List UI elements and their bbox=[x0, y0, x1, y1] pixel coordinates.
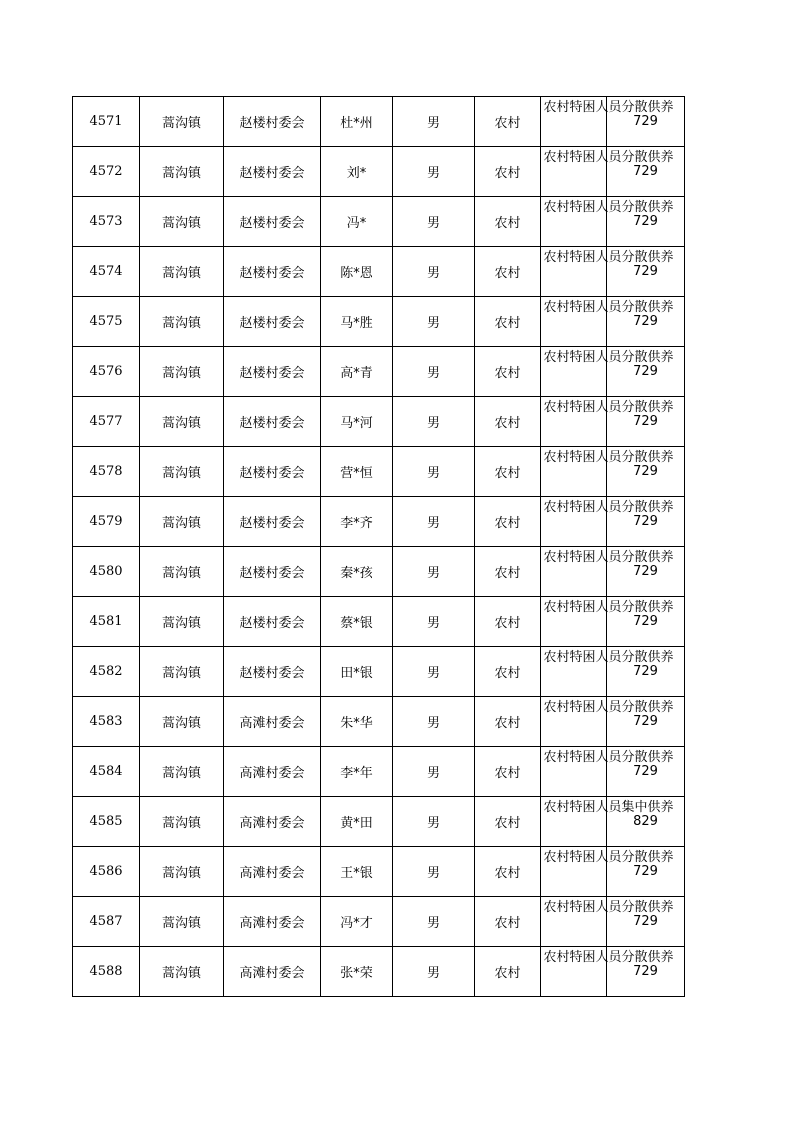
cell-area: 农村 bbox=[475, 847, 541, 897]
cell-id: 4571 bbox=[73, 97, 140, 147]
cell-name: 朱*华 bbox=[321, 697, 393, 747]
cell-id: 4577 bbox=[73, 397, 140, 447]
cell-area: 农村 bbox=[475, 547, 541, 597]
cell-name: 张*荣 bbox=[321, 947, 393, 997]
cell-village: 高滩村委会 bbox=[224, 697, 321, 747]
cell-amount: 729 bbox=[607, 197, 685, 247]
cell-id: 4578 bbox=[73, 447, 140, 497]
cell-amount: 729 bbox=[607, 497, 685, 547]
cell-town: 蒿沟镇 bbox=[140, 747, 224, 797]
cell-town: 蒿沟镇 bbox=[140, 647, 224, 697]
cell-gender: 男 bbox=[393, 547, 475, 597]
cell-id: 4588 bbox=[73, 947, 140, 997]
cell-gender: 男 bbox=[393, 847, 475, 897]
cell-village: 高滩村委会 bbox=[224, 797, 321, 847]
cell-amount: 729 bbox=[607, 547, 685, 597]
cell-id: 4580 bbox=[73, 547, 140, 597]
cell-area: 农村 bbox=[475, 897, 541, 947]
cell-area: 农村 bbox=[475, 947, 541, 997]
cell-amount: 729 bbox=[607, 647, 685, 697]
cell-village: 赵楼村委会 bbox=[224, 197, 321, 247]
cell-id: 4572 bbox=[73, 147, 140, 197]
cell-gender: 男 bbox=[393, 497, 475, 547]
cell-gender: 男 bbox=[393, 897, 475, 947]
cell-village: 赵楼村委会 bbox=[224, 97, 321, 147]
cell-type-text: 农村特困人员分散供养 bbox=[543, 400, 674, 415]
cell-type-text: 农村特困人员分散供养 bbox=[543, 600, 674, 615]
cell-area: 农村 bbox=[475, 797, 541, 847]
cell-area: 农村 bbox=[475, 397, 541, 447]
cell-gender: 男 bbox=[393, 947, 475, 997]
cell-town: 蒿沟镇 bbox=[140, 797, 224, 847]
cell-type-text: 农村特困人员分散供养 bbox=[543, 100, 674, 115]
cell-name: 马*河 bbox=[321, 397, 393, 447]
cell-amount: 729 bbox=[607, 297, 685, 347]
cell-type-text: 农村特困人员分散供养 bbox=[543, 200, 674, 215]
table-row bbox=[73, 147, 685, 197]
cell-amount: 729 bbox=[607, 847, 685, 897]
cell-town: 蒿沟镇 bbox=[140, 197, 224, 247]
cell-town: 蒿沟镇 bbox=[140, 147, 224, 197]
table-row bbox=[73, 697, 685, 747]
cell-village: 赵楼村委会 bbox=[224, 297, 321, 347]
cell-amount: 729 bbox=[607, 447, 685, 497]
table-row bbox=[73, 97, 685, 147]
cell-amount: 729 bbox=[607, 697, 685, 747]
cell-village: 高滩村委会 bbox=[224, 897, 321, 947]
cell-town: 蒿沟镇 bbox=[140, 297, 224, 347]
cell-amount: 729 bbox=[607, 947, 685, 997]
cell-gender: 男 bbox=[393, 747, 475, 797]
cell-name: 冯* bbox=[321, 197, 393, 247]
cell-area: 农村 bbox=[475, 497, 541, 547]
cell-name: 陈*恩 bbox=[321, 247, 393, 297]
cell-name: 刘* bbox=[321, 147, 393, 197]
cell-type-text: 农村特困人员分散供养 bbox=[543, 250, 674, 265]
table-row bbox=[73, 497, 685, 547]
cell-gender: 男 bbox=[393, 147, 475, 197]
table-row bbox=[73, 647, 685, 697]
cell-village: 高滩村委会 bbox=[224, 947, 321, 997]
cell-area: 农村 bbox=[475, 297, 541, 347]
cell-id: 4579 bbox=[73, 497, 140, 547]
table-row bbox=[73, 897, 685, 947]
cell-type-text: 农村特困人员分散供养 bbox=[543, 750, 674, 765]
cell-town: 蒿沟镇 bbox=[140, 347, 224, 397]
cell-town: 蒿沟镇 bbox=[140, 847, 224, 897]
cell-name: 李*齐 bbox=[321, 497, 393, 547]
cell-gender: 男 bbox=[393, 297, 475, 347]
cell-amount: 729 bbox=[607, 397, 685, 447]
cell-type-text: 农村特困人员分散供养 bbox=[543, 550, 674, 565]
cell-area: 农村 bbox=[475, 747, 541, 797]
cell-id: 4583 bbox=[73, 697, 140, 747]
cell-amount: 729 bbox=[607, 247, 685, 297]
cell-amount: 729 bbox=[607, 347, 685, 397]
cell-amount: 729 bbox=[607, 597, 685, 647]
cell-town: 蒿沟镇 bbox=[140, 397, 224, 447]
cell-town: 蒿沟镇 bbox=[140, 447, 224, 497]
cell-village: 赵楼村委会 bbox=[224, 147, 321, 197]
cell-town: 蒿沟镇 bbox=[140, 597, 224, 647]
cell-gender: 男 bbox=[393, 697, 475, 747]
cell-area: 农村 bbox=[475, 97, 541, 147]
cell-gender: 男 bbox=[393, 397, 475, 447]
cell-town: 蒿沟镇 bbox=[140, 697, 224, 747]
cell-town: 蒿沟镇 bbox=[140, 247, 224, 297]
cell-village: 赵楼村委会 bbox=[224, 247, 321, 297]
cell-gender: 男 bbox=[393, 247, 475, 297]
cell-name: 李*年 bbox=[321, 747, 393, 797]
cell-town: 蒿沟镇 bbox=[140, 547, 224, 597]
cell-id: 4587 bbox=[73, 897, 140, 947]
table-row bbox=[73, 297, 685, 347]
cell-id: 4574 bbox=[73, 247, 140, 297]
cell-name: 马*胜 bbox=[321, 297, 393, 347]
cell-town: 蒿沟镇 bbox=[140, 947, 224, 997]
cell-village: 赵楼村委会 bbox=[224, 647, 321, 697]
cell-id: 4584 bbox=[73, 747, 140, 797]
table-row bbox=[73, 397, 685, 447]
cell-type-text: 农村特困人员分散供养 bbox=[543, 300, 674, 315]
cell-name: 田*银 bbox=[321, 647, 393, 697]
cell-amount: 729 bbox=[607, 97, 685, 147]
cell-id: 4576 bbox=[73, 347, 140, 397]
cell-area: 农村 bbox=[475, 447, 541, 497]
cell-gender: 男 bbox=[393, 197, 475, 247]
cell-type-text: 农村特困人员分散供养 bbox=[543, 900, 674, 915]
table-body bbox=[73, 97, 685, 997]
cell-name: 营*恒 bbox=[321, 447, 393, 497]
cell-id: 4581 bbox=[73, 597, 140, 647]
cell-type-text: 农村特困人员分散供养 bbox=[543, 650, 674, 665]
cell-village: 赵楼村委会 bbox=[224, 547, 321, 597]
cell-area: 农村 bbox=[475, 647, 541, 697]
cell-name: 杜*州 bbox=[321, 97, 393, 147]
table-row bbox=[73, 747, 685, 797]
cell-gender: 男 bbox=[393, 797, 475, 847]
cell-area: 农村 bbox=[475, 197, 541, 247]
cell-area: 农村 bbox=[475, 247, 541, 297]
table-row bbox=[73, 847, 685, 897]
cell-name: 冯*才 bbox=[321, 897, 393, 947]
cell-village: 赵楼村委会 bbox=[224, 397, 321, 447]
cell-area: 农村 bbox=[475, 147, 541, 197]
table-row bbox=[73, 947, 685, 997]
cell-amount: 829 bbox=[607, 797, 685, 847]
cell-id: 4582 bbox=[73, 647, 140, 697]
cell-village: 赵楼村委会 bbox=[224, 447, 321, 497]
cell-amount: 729 bbox=[607, 747, 685, 797]
table-row bbox=[73, 447, 685, 497]
table-row bbox=[73, 547, 685, 597]
cell-type-text: 农村特困人员分散供养 bbox=[543, 500, 674, 515]
cell-town: 蒿沟镇 bbox=[140, 497, 224, 547]
cell-name: 高*青 bbox=[321, 347, 393, 397]
cell-area: 农村 bbox=[475, 597, 541, 647]
cell-gender: 男 bbox=[393, 597, 475, 647]
cell-id: 4575 bbox=[73, 297, 140, 347]
table-row bbox=[73, 197, 685, 247]
cell-type-text: 农村特困人员分散供养 bbox=[543, 450, 674, 465]
table-row bbox=[73, 247, 685, 297]
cell-area: 农村 bbox=[475, 697, 541, 747]
cell-id: 4573 bbox=[73, 197, 140, 247]
cell-type-text: 农村特困人员分散供养 bbox=[543, 700, 674, 715]
cell-name: 蔡*银 bbox=[321, 597, 393, 647]
cell-id: 4586 bbox=[73, 847, 140, 897]
cell-gender: 男 bbox=[393, 647, 475, 697]
cell-id: 4585 bbox=[73, 797, 140, 847]
cell-village: 赵楼村委会 bbox=[224, 347, 321, 397]
cell-town: 蒿沟镇 bbox=[140, 97, 224, 147]
cell-name: 黄*田 bbox=[321, 797, 393, 847]
table-row bbox=[73, 597, 685, 647]
cell-village: 高滩村委会 bbox=[224, 747, 321, 797]
cell-area: 农村 bbox=[475, 347, 541, 397]
cell-type-text: 农村特困人员分散供养 bbox=[543, 850, 674, 865]
cell-type-text: 农村特困人员分散供养 bbox=[543, 950, 674, 965]
cell-gender: 男 bbox=[393, 97, 475, 147]
cell-name: 王*银 bbox=[321, 847, 393, 897]
records-table bbox=[72, 96, 685, 997]
cell-village: 赵楼村委会 bbox=[224, 497, 321, 547]
table-row bbox=[73, 797, 685, 847]
cell-town: 蒿沟镇 bbox=[140, 897, 224, 947]
cell-type-text: 农村特困人员分散供养 bbox=[543, 350, 674, 365]
cell-type-text: 农村特困人员集中供养 bbox=[543, 800, 674, 815]
cell-village: 赵楼村委会 bbox=[224, 597, 321, 647]
table-row bbox=[73, 347, 685, 397]
cell-amount: 729 bbox=[607, 897, 685, 947]
cell-gender: 男 bbox=[393, 447, 475, 497]
cell-gender: 男 bbox=[393, 347, 475, 397]
cell-name: 秦*孩 bbox=[321, 547, 393, 597]
cell-amount: 729 bbox=[607, 147, 685, 197]
cell-village: 高滩村委会 bbox=[224, 847, 321, 897]
cell-type-text: 农村特困人员分散供养 bbox=[543, 150, 674, 165]
